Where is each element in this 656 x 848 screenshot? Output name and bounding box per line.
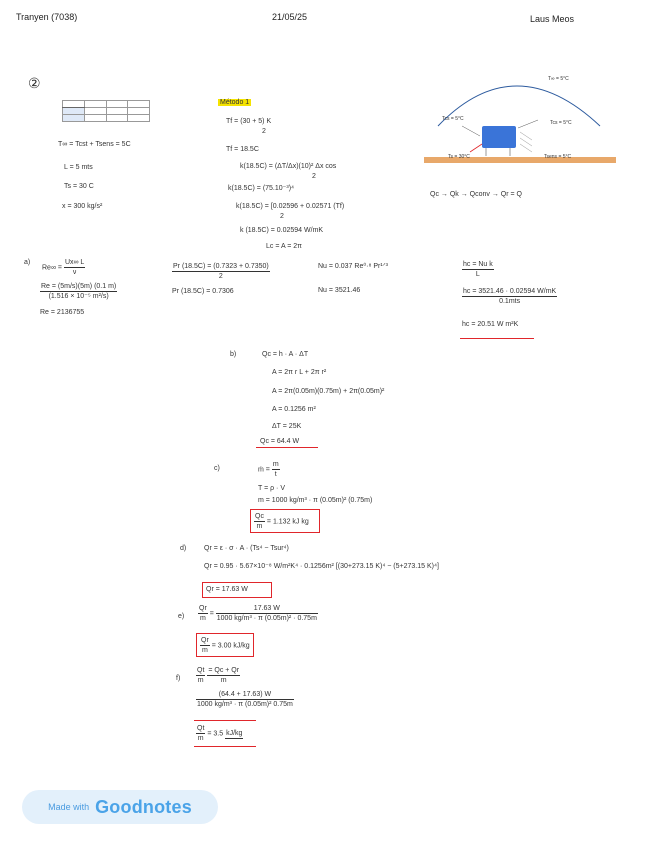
c-answer-num: Qc [255, 513, 264, 520]
f-line-2-num: (64.4 + 17.63) W [196, 690, 294, 700]
diag-t-right: Tcs = 5°C [550, 120, 572, 126]
re-lhs: Re∞ = [42, 264, 62, 272]
c-line-1-num: m [272, 461, 279, 468]
header-name: Laus Meos [530, 14, 575, 24]
e-rhs-num: 17.63 W [216, 604, 318, 614]
part-e-label: e) [178, 613, 185, 620]
e-lhs-den: m [199, 615, 206, 622]
step-2: Tf = 18.5C [226, 146, 259, 153]
re-substitution [40, 282, 117, 301]
part-a-label: a) [24, 259, 31, 266]
h-value [462, 320, 518, 329]
re-sub-num: Re = (5m/s)(5m) (0.1 m) [41, 283, 117, 290]
re-value: Re = 2136755 [40, 309, 85, 316]
re-frac-den: ν [72, 269, 77, 276]
c-line-1 [258, 460, 280, 479]
h-value-unit: m²K [505, 321, 519, 328]
h-sub-den: 0.1mts [499, 298, 521, 305]
diag-t-left: Tcs = 5°C [442, 116, 464, 122]
badge-brand: Goodnotes [95, 796, 192, 817]
step-3-den: 2 [312, 173, 316, 180]
step-6: k (18.5C) = 0.02594 W/mK [240, 227, 324, 234]
e-answer-den: m [201, 647, 208, 654]
e-answer-unit: kJ/kg [233, 642, 250, 650]
f-top-rule [194, 720, 256, 721]
h-substitution [462, 287, 557, 306]
e-lhs-num: Qr [199, 605, 207, 612]
c-answer-den: m [256, 523, 263, 530]
f-underline [194, 746, 256, 747]
diag-t-br: Tsens = 5°C [544, 154, 572, 160]
d-answer: Qr = 17.63 W [206, 586, 248, 593]
re-definition [42, 258, 85, 277]
part-b-label: b) [230, 351, 237, 358]
heat-relation: Qc → Qk → Qconv → Qr = Q [430, 191, 522, 198]
badge-made-with: Made with [48, 802, 90, 812]
pr-num: Pr (18.5C) = (0.7323 + 0.7350) [173, 263, 269, 270]
f-answer [196, 724, 243, 743]
step-5-den: 2 [280, 213, 284, 220]
b-line-4: A = 0.1256 m² [272, 406, 316, 413]
header-date: 21/05/25 [272, 12, 308, 22]
b-line-3: A = 2π(0.05m)(0.75m) + 2π(0.05m)² [272, 388, 385, 395]
h-sub-num: hc = 3521.46 · 0.02594 W/mK [463, 288, 557, 295]
step-1: Tf = (30 + 5) K [226, 118, 272, 125]
nu-value: Nu = 3521.46 [318, 287, 361, 294]
pr-den: 2 [218, 273, 223, 280]
part-c-label: c) [214, 465, 220, 472]
cylinder-diagram [420, 66, 620, 176]
f-answer-num: Qt [197, 725, 205, 732]
c-answer [254, 512, 309, 531]
c-answer-value: = 1.132 kJ [266, 518, 300, 526]
f-rhs-den: m [220, 677, 227, 684]
given-x: x = 300 kg/s² [62, 203, 103, 210]
diag-t-bl: Ts = 30°C [448, 154, 470, 160]
c-answer-unit: kg [301, 518, 309, 526]
diag-t-top: T∞ = 5°C [548, 76, 569, 82]
step-4: k(18.5C) = (75.10⁻³)⁴ [228, 185, 295, 192]
f-line-2 [196, 690, 294, 709]
part-d-label: d) [180, 545, 187, 552]
given-ts: Ts = 30 C [64, 183, 94, 190]
re-frac-num: Ux∞ L [64, 259, 85, 266]
problem-number: ② [28, 75, 41, 91]
c-line-1-lhs: ṁ = [258, 466, 272, 474]
red-indicator [470, 144, 482, 152]
h-underline [460, 338, 534, 339]
e-answer-value: = 3.00 [211, 642, 232, 650]
given-formula: T∞ = Tcst + Tsens = 5C [58, 141, 131, 148]
small-data-table [62, 100, 150, 122]
nu-formula: Nu = 0.037 Re⁰·⁸ Pr¹ᐟ³ [318, 263, 388, 270]
h-value-text: hc = 20.51 W [462, 321, 504, 328]
h-formula [462, 260, 494, 279]
b-line-1: Qc = h · A · ΔT [262, 351, 309, 358]
c-line-2: T = ρ · V [258, 485, 285, 492]
h-formula-den: L [475, 271, 480, 278]
f-line-1 [196, 666, 240, 685]
d-line-2: Qr = 0.95 · 5.67×10⁻⁸ W/m²K⁴ · 0.1256m² [(30+273.15 K)⁴ − (5+273.15 K)⁴] [204, 563, 439, 570]
c-line-1-den: t [274, 471, 277, 478]
b-answer: Qc = 64.4 W [260, 438, 300, 445]
part-f-label: f) [176, 675, 181, 682]
f-answer-value: = 3.5 [207, 730, 224, 738]
step-5: k(18.5C) = [0.02596 + 0.02571 (Tf) [236, 203, 345, 210]
re-sub-den: (1.516 × 10⁻⁵ m²/s) [48, 293, 109, 300]
b-underline [256, 447, 318, 448]
f-lhs-num: Qt [197, 667, 205, 674]
given-length: L = 5 mts [64, 164, 93, 171]
f-rhs-num: = Qc + Qr [208, 667, 240, 674]
step-1-den: 2 [262, 128, 266, 135]
b-line-2: A = 2π r L + 2π r² [272, 369, 327, 376]
f-line-2-den: 1000 kg/m³ · π (0.05m)² 0.75m [197, 701, 293, 708]
e-answer-num: Qr [201, 637, 209, 644]
method-highlight: Método 1 [220, 99, 250, 106]
f-lhs-den: m [197, 677, 204, 684]
e-equation: $\frac{Qr}{m}$ = $\frac{17.63 W}{\text{1000 kg/m³ · π (0.05m)² · 0.75m}}$ [199, 605, 317, 622]
b-line-5: ΔT = 25K [272, 423, 302, 430]
pr-interp [172, 262, 270, 281]
pr-value: Pr (18.5C) = 0.7306 [172, 288, 234, 295]
header-left: Tranyen (7038) [16, 12, 78, 22]
goodnotes-badge[interactable] [22, 790, 218, 824]
h-formula-num: hc = Nu k [463, 261, 493, 268]
cylinder-body [482, 126, 516, 148]
e-answer [200, 636, 250, 655]
c-line-3: m = 1000 kg/m³ · π (0.05m)² (0.75m) [258, 497, 373, 504]
step-7: Lc = A = 2π [266, 243, 302, 250]
step-3: k(18.5C) = (ΔT/Δx)(10)² Δx cos [240, 163, 337, 170]
f-answer-den: m [197, 735, 204, 742]
method-label [218, 98, 251, 107]
f-answer-unit: kJ/kg [226, 729, 243, 737]
d-line-1: Qr = ε · σ · A · (Ts⁴ − Tsur⁴) [204, 545, 289, 552]
e-rhs-den: 1000 kg/m³ · π (0.05m)² · 0.75m [216, 615, 317, 622]
